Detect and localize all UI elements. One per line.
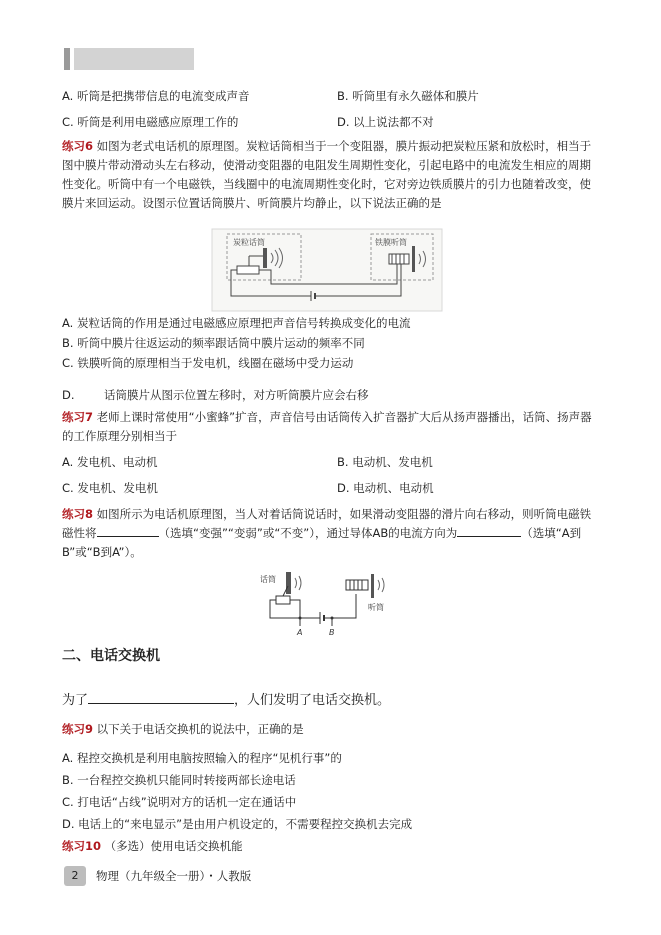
exercise-7-stem xyxy=(62,408,602,446)
answer-blank-purpose[interactable] xyxy=(88,689,234,704)
exercise-6-stem xyxy=(62,137,602,213)
sound-waves-icon xyxy=(378,578,384,592)
receiver-diaphragm xyxy=(371,574,374,598)
ex6-option-b: B. 听筒中膜片往返运动的频率跟话筒中膜片运动的频率不同 xyxy=(62,336,365,350)
exercise-10-label: 练习10 xyxy=(62,839,102,853)
ex7-option-b: B. 电动机、发电机 xyxy=(337,455,433,469)
q5-option-b: B. 听筒里有永久磁体和膜片 xyxy=(337,89,479,103)
exercise-10-stem xyxy=(62,839,243,853)
ex6-option-d-letter: D. xyxy=(62,388,75,402)
q5-option-c: C. 听筒是利用电磁感应原理工作的 xyxy=(62,115,239,129)
ex9-option-a: A. 程控交换机是利用电脑按照输入的程序“见机行事”的 xyxy=(62,751,342,765)
fill-in-sentence: 为了 ，人们发明了电话交换机。 xyxy=(62,689,390,710)
mic-label: 话筒 xyxy=(260,575,276,584)
answer-blank-magnetism[interactable] xyxy=(97,524,159,537)
point-b-label: B xyxy=(329,628,335,637)
rheostat xyxy=(237,266,259,274)
ex6-option-c: C. 铁膜听筒的原理相当于发电机，线圈在磁场中受力运动 xyxy=(62,356,354,370)
ex6-option-d: 话筒膜片从图示位置左移时，对方听筒膜片应会右移 xyxy=(104,388,369,402)
exercise-6-text: 如图为老式电话机的原理图。炭粒话筒相当于一个变阻器，膜片振动把炭粒压紧和放松时，相当于图中膜片带动滑动头左右移动，使滑动变阻器的电阻发生周期性变化，引起电路中的电流发生相应的周期性变化。听筒中有一个电磁铁，当线圈中的电流周期性变化时，它对旁边铁质膜片的引力也随着改变，使膜片来回运动。设图示位置话筒膜片、听筒膜片均静止，以下说法正确的是 xyxy=(62,139,592,210)
mic-label: 炭粒话筒 xyxy=(233,238,265,247)
exercise-8-figure xyxy=(260,566,400,638)
ex7-option-c: C. 发电机、发电机 xyxy=(62,481,158,495)
exercise-6-figure xyxy=(211,228,443,312)
exercise-7-text: 老师上课时常使用“小蜜蜂”扩音，声音信号由话筒传入扩音器扩大后从扬声器播出，话筒、扬声器的工作原理分别相当于 xyxy=(62,410,592,443)
exercise-6-label: 练习6 xyxy=(62,139,94,153)
q5-option-d: D. 以上说法都不对 xyxy=(337,115,434,129)
header-bar xyxy=(64,48,194,70)
exercise-10-text: （多选）使用电话交换机能 xyxy=(101,839,243,853)
ex9-option-c: C. 打电话“占线”说明对方的话机一定在通话中 xyxy=(62,795,297,809)
ex7-option-a: A. 发电机、电动机 xyxy=(62,455,158,469)
answer-blank-current-direction[interactable] xyxy=(457,524,521,537)
receiver-diaphragm xyxy=(412,246,415,272)
section-title: 二、电话交换机 xyxy=(62,648,160,664)
rheostat xyxy=(276,596,290,604)
sound-waves-icon xyxy=(295,576,301,590)
mic-diaphragm xyxy=(263,248,267,268)
ex9-option-b: B. 一台程控交换机只能同时转接两部长途电话 xyxy=(62,773,296,787)
exercise-8-text-before: 如图所示为电话机原理图，当人对着话筒说话时，如果滑动变阻器的滑片向右移动，则听筒电磁铁磁性将 xyxy=(62,507,592,540)
page-number: 2 xyxy=(71,869,79,882)
q5-option-a: A. 听筒是把携带信息的电流变成声音 xyxy=(62,89,250,103)
ex7-option-d: D. 电动机、电动机 xyxy=(337,481,434,495)
book-title: 物理（九年级全一册）・人教版 xyxy=(96,869,252,883)
page-number-badge xyxy=(64,866,86,886)
exercise-8-label: 练习8 xyxy=(62,507,94,521)
exercise-9-stem xyxy=(62,722,304,736)
receiver-label: 听筒 xyxy=(368,603,384,612)
ex6-option-a: A. 炭粒话筒的作用是通过电磁感应原理把声音信号转换成变化的电流 xyxy=(62,316,411,330)
exercise-8-text-after: （选填“A到B”或“B到A”）。 xyxy=(62,526,582,559)
receiver-label: 铁膜听筒 xyxy=(375,238,407,247)
exercise-9-text: 以下关于电话交换机的说法中，正确的是 xyxy=(93,722,304,736)
exercise-7-label: 练习7 xyxy=(62,410,94,424)
exercise-8-text-mid: （选填“变强”“变弱”或“不变”），通过导体AB的电流方向为 xyxy=(158,526,458,540)
exercise-9-label: 练习9 xyxy=(62,722,94,736)
mic-diaphragm xyxy=(286,572,291,594)
electromagnet-coil xyxy=(346,580,368,590)
ex9-option-d: D. 电话上的“来电显示”是由用户机设定的，不需要程控交换机去完成 xyxy=(62,817,413,831)
exercise-8-stem xyxy=(62,505,602,562)
point-a-label: A xyxy=(297,628,303,637)
